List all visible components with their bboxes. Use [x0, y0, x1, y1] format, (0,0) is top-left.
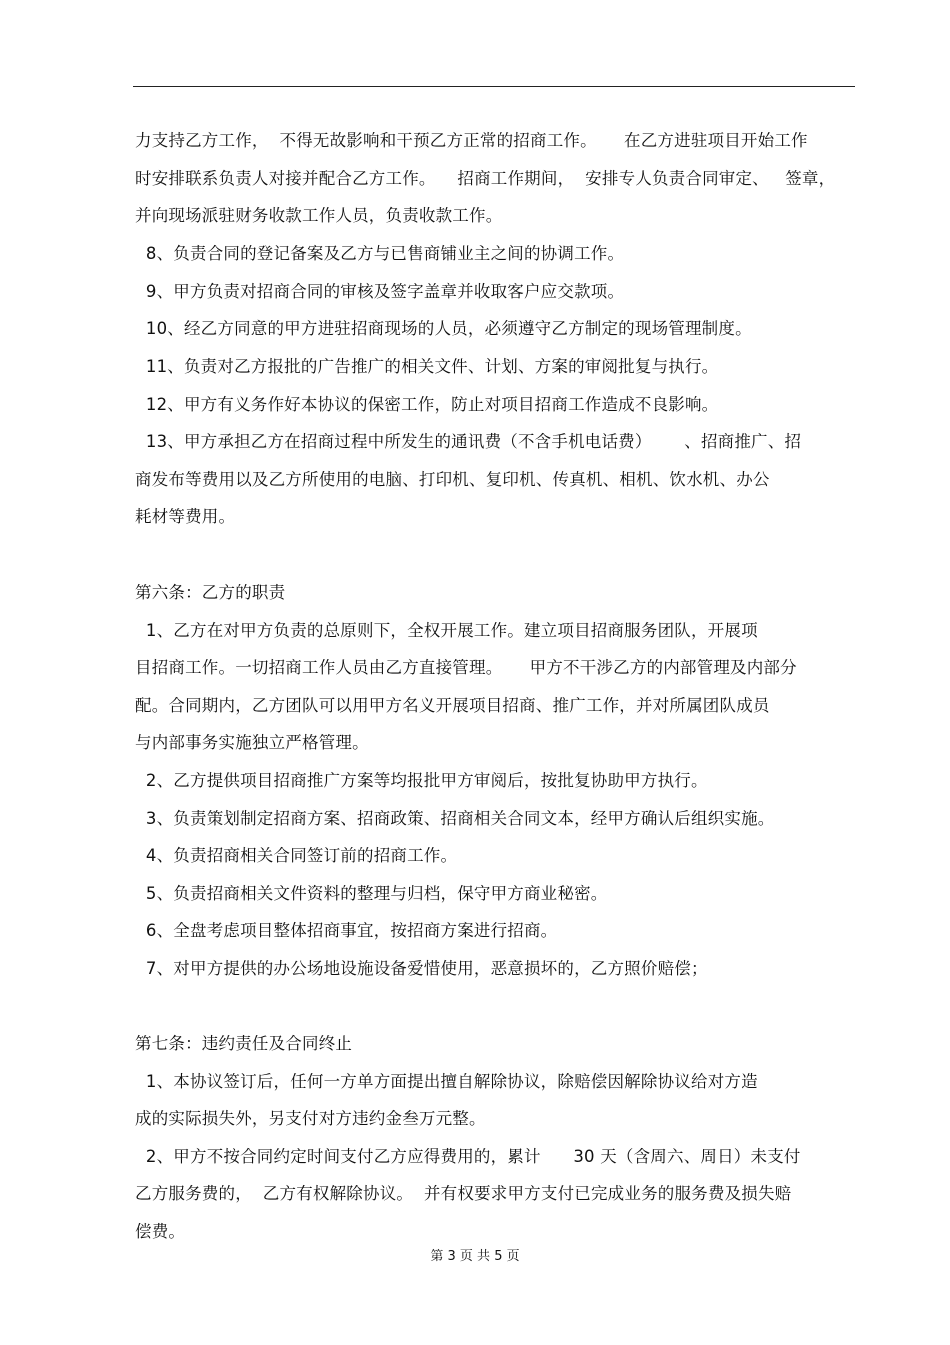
- paragraph-line: 乙方服务费的， 乙方有权解除协议。 并有权要求甲方支付已完成业务的服务费及损失赔: [135, 1184, 792, 1203]
- section-6-item-1: 1、乙方在对甲方负责的总原则下，全权开展工作。建立项目招商服务团队，开展项: [135, 621, 758, 640]
- paragraph-line: 偿费。: [135, 1222, 186, 1241]
- list-item-11: 11、负责对乙方报批的广告推广的相关文件、计划、方案的审阅批复与执行。: [135, 357, 719, 376]
- list-item-8: 8、负责合同的登记备案及乙方与已售商铺业主之间的协调工作。: [135, 244, 625, 263]
- list-item-13: 13、甲方承担乙方在招商过程中所发生的通讯费（不含手机电话费） 、招商推广、招: [135, 432, 802, 451]
- section-6-item-6: 6、全盘考虑项目整体招商事宜，按招商方案进行招商。: [135, 921, 558, 940]
- paragraph-line: 力支持乙方工作， 不得无故影响和干预乙方正常的招商工作。 在乙方进驻项目开始工作: [135, 131, 808, 150]
- list-item-10: 10、经乙方同意的甲方进驻招商现场的人员，必须遵守乙方制定的现场管理制度。: [135, 319, 752, 338]
- section-6-heading: 第六条：乙方的职责: [135, 583, 286, 602]
- paragraph-line: 与内部事务实施独立严格管理。: [135, 733, 369, 752]
- paragraph-line: 商发布等费用以及乙方所使用的电脑、打印机、复印机、传真机、相机、饮水机、办公: [135, 470, 770, 489]
- paragraph-line: 时安排联系负责人对接并配合乙方工作。 招商工作期间， 安排专人负责合同审定、 签章，: [135, 169, 836, 188]
- paragraph-line: 配。合同期内，乙方团队可以用甲方名义开展项目招商、推广工作，并对所属团队成员: [135, 696, 770, 715]
- header-rule: [133, 86, 855, 87]
- section-6-item-4: 4、负责招商相关合同签订前的招商工作。: [135, 846, 458, 865]
- section-7-item-2: 2、甲方不按合同约定时间支付乙方应得费用的，累计 30 天（含周六、周日）未支付: [135, 1147, 801, 1166]
- paragraph-line: 成的实际损失外，另支付对方违约金叁万元整。: [135, 1109, 486, 1128]
- section-6-item-2: 2、乙方提供项目招商推广方案等均报批甲方审阅后，按批复协助甲方执行。: [135, 771, 708, 790]
- section-7-heading: 第七条：违约责任及合同终止: [135, 1034, 353, 1053]
- section-6-item-3: 3、负责策划制定招商方案、招商政策、招商相关合同文本，经甲方确认后组织实施。: [135, 809, 775, 828]
- section-6-item-7: 7、对甲方提供的办公场地设施设备爱惜使用，恶意损坏的，乙方照价赔偿；: [135, 959, 708, 978]
- section-7-item-1: 1、本协议签订后，任何一方单方面提出擅自解除协议，除赔偿因解除协议给对方造: [135, 1072, 758, 1091]
- list-item-9: 9、甲方负责对招商合同的审核及签字盖章并收取客户应交款项。: [135, 282, 625, 301]
- page-number-footer: 第 3 页 共 5 页: [430, 1249, 520, 1264]
- paragraph-line: 目招商工作。一切招商工作人员由乙方直接管理。 甲方不干涉乙方的内部管理及内部分: [135, 658, 797, 677]
- list-item-12: 12、甲方有义务作好本协议的保密工作，防止对项目招商工作造成不良影响。: [135, 395, 719, 414]
- paragraph-line: 耗材等费用。: [135, 507, 236, 526]
- section-6-item-5: 5、负责招商相关文件资料的整理与归档，保守甲方商业秘密。: [135, 884, 608, 903]
- paragraph-line: 并向现场派驻财务收款工作人员，负责收款工作。: [135, 206, 503, 225]
